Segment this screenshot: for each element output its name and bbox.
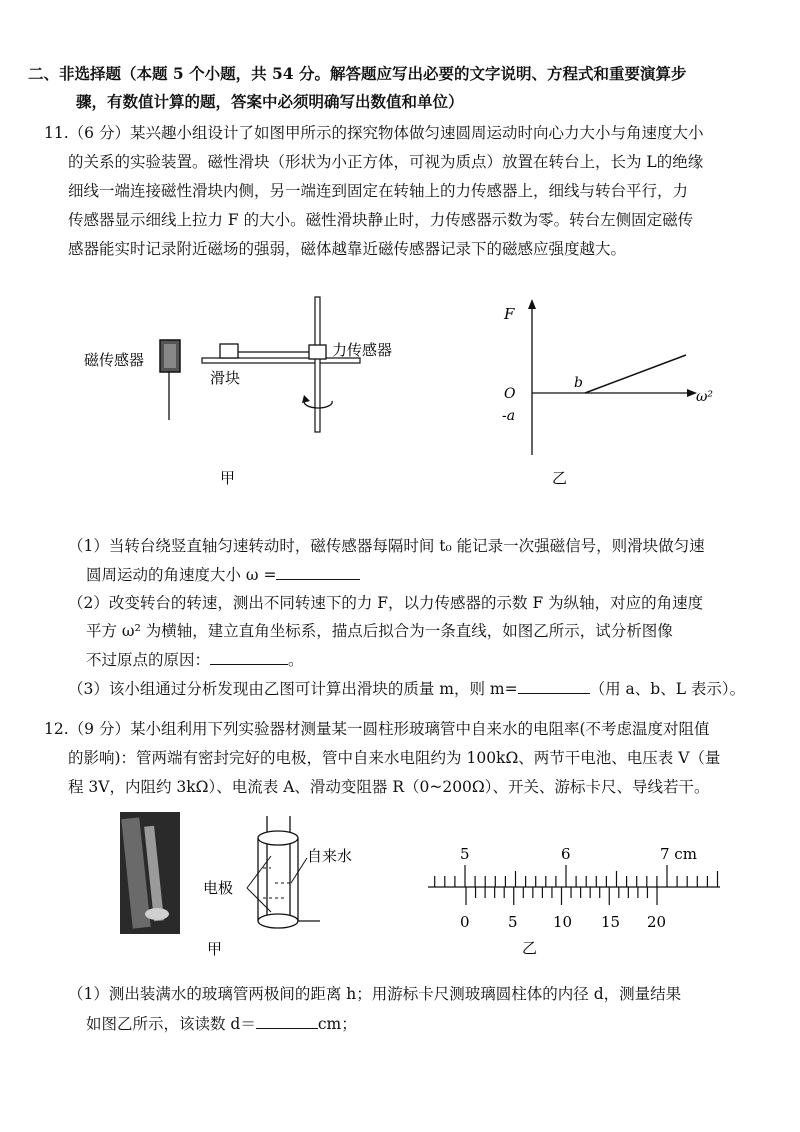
q11-sub1-answer-blank[interactable] — [276, 563, 360, 580]
q12-sub1-line1: （1）测出装满水的玻璃管两极间的距离 h；用游标卡尺测玻璃圆柱体的内径 d，测量结果 — [68, 985, 682, 1003]
q11-sub2-line1: （2）改变转台的转速，测出不同转速下的力 F，以力传感器的示数 F 为纵轴，对应的角速度 — [68, 594, 704, 612]
q11-sub1-line2 — [86, 563, 360, 586]
q11-sub2-line3 — [86, 648, 304, 671]
tube-top-electrode — [258, 831, 298, 845]
q11-figure-jia — [80, 285, 400, 495]
main-scale-label-7: 7 cm — [660, 845, 697, 863]
q11-line-1: 11.（6 分）某兴趣小组设计了如图甲所示的探究物体做匀速圆周运动时向心力大小与角速度大小 — [44, 124, 704, 142]
q11-sub1-text: 圆周运动的角速度大小 ω = — [86, 566, 277, 584]
q11-sub3-line — [68, 677, 745, 700]
q11-line-2: 的关系的实验装置。磁性滑块（形状为小正方体，可视为质点）放置在转台上，长为 L的绝缘 — [68, 153, 704, 171]
main-scale — [435, 865, 718, 887]
q11-figure-yi — [490, 295, 740, 495]
q11-sub3-answer-blank[interactable] — [518, 677, 590, 694]
q11-line-5: 感器能实时记录附近磁场的强弱，磁体越靠近磁传感器记录下的磁感应强度越大。 — [68, 240, 627, 258]
omega-axis-label: ω² — [696, 389, 714, 405]
q12-line-1: 12.（9 分）某小组利用下列实验器材测量某一圆柱形玻璃管中自来水的电阻率(不考虑温度对阻值 — [44, 720, 710, 738]
q12-sub1-line2 — [86, 1012, 357, 1035]
q12-yi-caption: 乙 — [522, 939, 538, 957]
magnetic-sensor-face — [164, 344, 176, 368]
q12-sub1-unit: cm； — [317, 1015, 357, 1033]
section-title-line1: 二、非选择题（本题 5 个小题，共 54 分。解答题应写出必要的文字说明、方程式和重要演算步 — [28, 64, 687, 83]
magnetic-sensor-label: 磁传感器 — [84, 351, 145, 369]
vernier-label-0: 0 — [460, 913, 470, 931]
q11-sub3-tail: （用 a、b、L 表示）。 — [589, 680, 746, 698]
q11-line-4: 传感器显示细线上拉力 F 的大小。磁性滑块静止时，力传感器示数为零。转台左侧固定磁传 — [68, 211, 694, 229]
q11-line-3: 细线一端连接磁性滑块内侧，另一端连到固定在转轴上的力传感器上，细线与转台平行，力 — [68, 182, 689, 200]
point-b-label: b — [574, 375, 583, 391]
fit-line — [585, 355, 686, 393]
force-sensor-label: 力传感器 — [332, 341, 393, 359]
q12-figure-jia — [115, 808, 375, 958]
slider-label: 滑块 — [210, 369, 241, 387]
main-scale-label-5: 5 — [460, 845, 470, 863]
vernier-label-10: 10 — [553, 913, 573, 931]
electrode-label: 电极 — [203, 879, 234, 897]
q11-sub2-text: 不过原点的原因： — [86, 651, 211, 669]
main-scale-label-6: 6 — [561, 845, 571, 863]
q11-sub1-line1: （1）当转台绕竖直轴匀速转动时，磁传感器每隔时间 t₀ 能记录一次强磁信号，则滑块做匀速 — [68, 537, 705, 555]
water-label: 自来水 — [307, 847, 353, 865]
vernier-label-20: 20 — [647, 913, 667, 931]
photo-tube-end — [145, 908, 169, 920]
force-sensor — [309, 345, 326, 359]
slider-block — [220, 344, 238, 358]
q11-yi-caption: 乙 — [552, 469, 568, 487]
rotation-arrow-head-icon — [302, 395, 310, 403]
vernier-scale — [466, 887, 657, 905]
intercept-label: -a — [502, 408, 516, 424]
q12-sub1-text: 如图乙所示，该读数 d＝ — [86, 1015, 256, 1033]
f-axis-arrow-icon — [528, 299, 536, 309]
q12-line-2: 的影响)：管两端有密封完好的电极，管中自来水电阻约为 100kΩ、两节干电池、电压表 V（量 — [68, 749, 721, 767]
q11-sub2-answer-blank[interactable] — [210, 648, 288, 665]
q12-line-3: 程 3V，内阻约 3kΩ）、电流表 A、滑动变阻器 R（0~200Ω）、开关、游标卡尺、导线若干。 — [68, 778, 710, 796]
section-title-line2: 骤，有数值计算的题，答案中必须明确写出数值和单位） — [76, 92, 464, 111]
origin-label: O — [504, 386, 516, 402]
q11-sub3-text: （3）该小组通过分析发现由乙图可计算出滑块的质量 m，则 m= — [68, 680, 518, 698]
f-axis-label: F — [504, 305, 515, 323]
vernier-label-15: 15 — [601, 913, 621, 931]
q12-jia-caption: 甲 — [207, 940, 223, 958]
q12-sub1-answer-blank[interactable] — [256, 1012, 318, 1029]
rotation-axis — [315, 297, 320, 432]
tube-bottom-electrode — [258, 914, 298, 928]
q11-sub2-period: 。 — [288, 651, 304, 669]
q12-figure-yi — [420, 835, 730, 960]
q11-sub2-line2: 平方 ω² 为横轴，建立直角坐标系，描点后拟合为一条直线，如图乙所示，试分析图像 — [86, 622, 673, 640]
vernier-label-5: 5 — [508, 913, 518, 931]
water-pointer — [291, 858, 307, 883]
q11-jia-caption: 甲 — [220, 469, 236, 487]
